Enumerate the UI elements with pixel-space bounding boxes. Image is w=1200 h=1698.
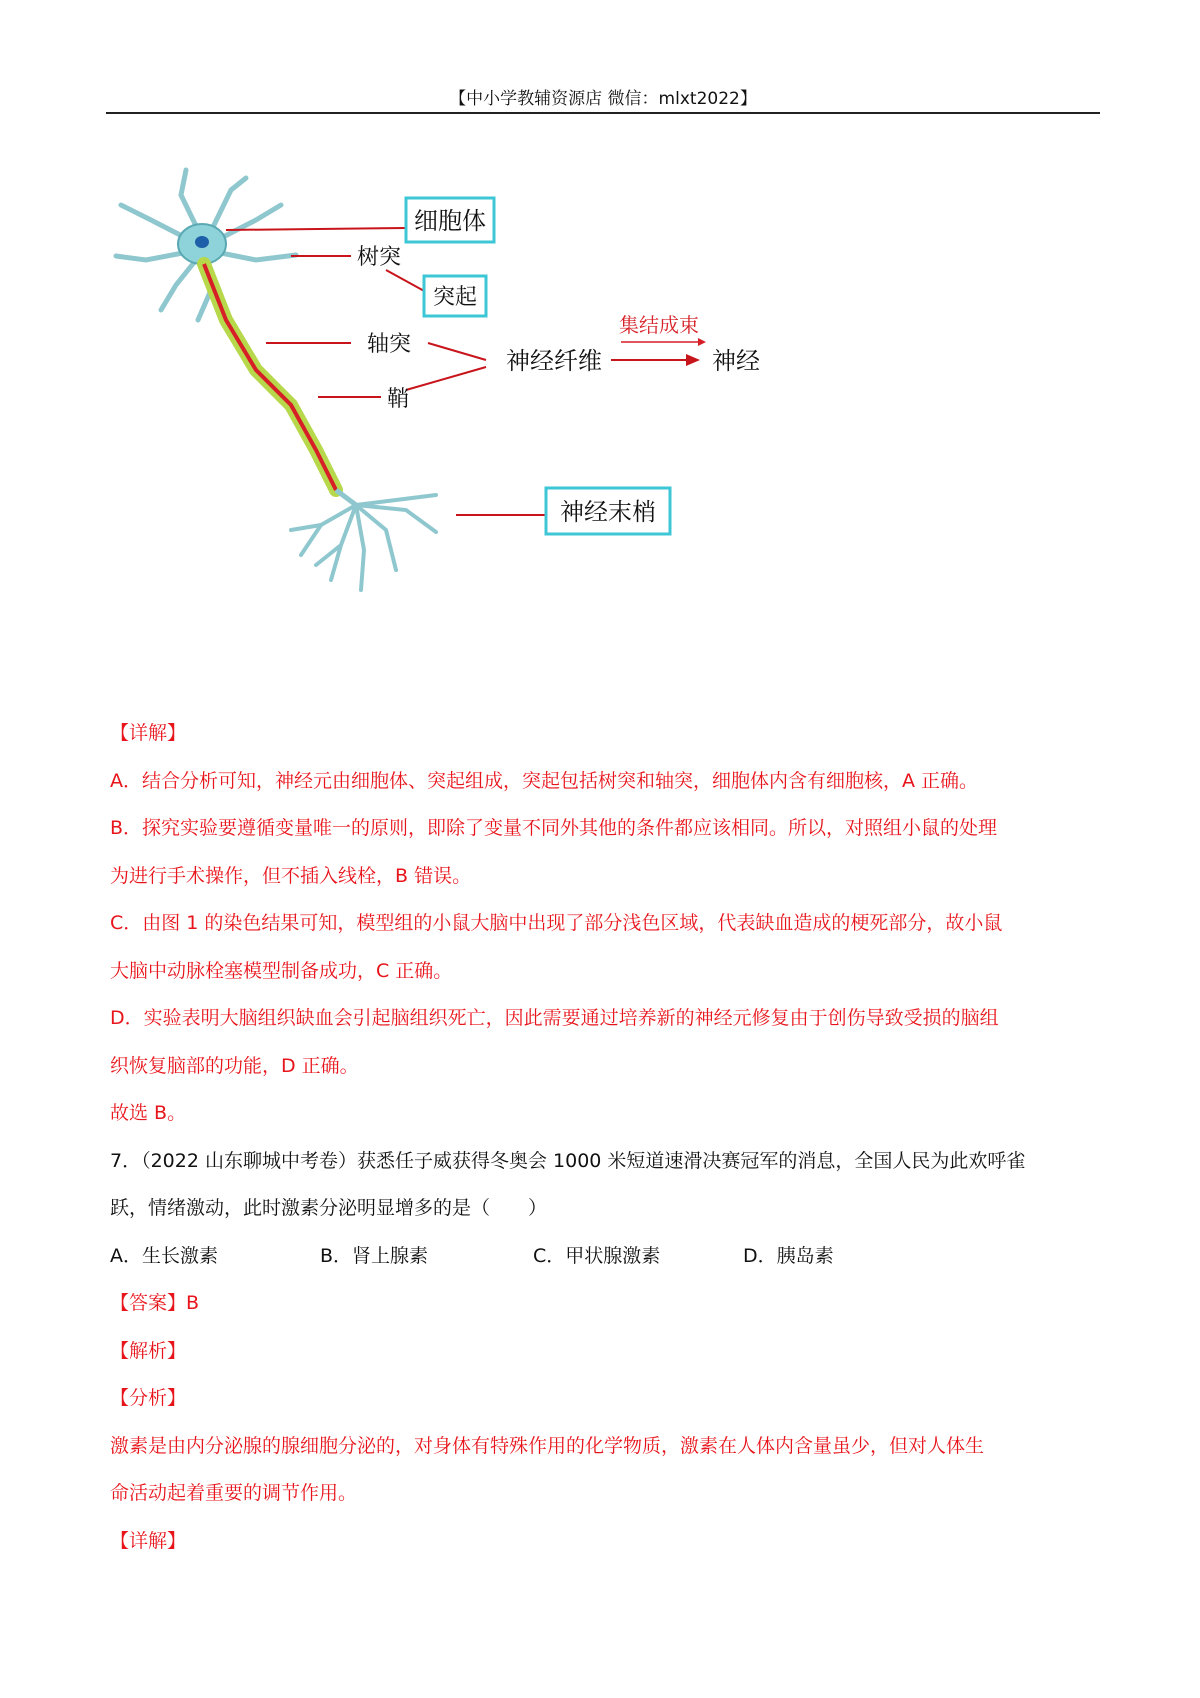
analysis-line1: 激素是由内分泌腺的腺细胞分泌的，对身体有特殊作用的化学物质，激素在人体内含量虽少，但对人体生 <box>110 1434 985 1457</box>
neuron-diagram-svg <box>106 160 866 630</box>
myelin-sheath <box>204 264 336 490</box>
process-label: 突起 <box>432 285 478 310</box>
terminal-branches <box>291 495 436 590</box>
bundle-label: 集结成束 <box>619 313 699 337</box>
nerve-fiber-label: 神经纤维 <box>506 347 602 375</box>
jiexi-heading: 【解析】 <box>110 1339 187 1362</box>
explanation-d-line1: D．实验表明大脑组织缺血会引起脑组织死亡，因此需要通过培养新的神经元修复由于创伤导致受损的脑组 <box>110 1007 999 1029</box>
analysis-line2: 命活动起着重要的调节作用。 <box>110 1482 358 1504</box>
explanation-b-line2: 为进行手术操作，但不插入线栓，B 错误。 <box>110 864 472 887</box>
header-divider <box>106 112 1100 114</box>
explanation-a: A．结合分析可知，神经元由细胞体、突起组成，突起包括树突和轴突，细胞体内含有细胞核，A 正确。 <box>110 769 979 792</box>
option-a: A．生长激素 <box>110 1244 218 1267</box>
nucleus <box>195 236 209 248</box>
axon-label: 轴突 <box>366 332 412 357</box>
explanation-choice: 故选 B。 <box>110 1102 187 1124</box>
explanation-heading: 【详解】 <box>110 722 187 744</box>
dendrite-label: 树突 <box>356 245 402 270</box>
question7-options <box>110 1233 1100 1281</box>
bundle-arrow-head <box>698 338 706 346</box>
explanation-c-line2: 大脑中动脉栓塞模型制备成功，C 正确。 <box>110 959 453 982</box>
answer-line <box>110 1280 1100 1328</box>
sheath-label: 鞘 <box>386 387 410 412</box>
axon-terminal-stem <box>336 490 356 505</box>
answer-value: B <box>186 1292 200 1314</box>
option-d: D．胰岛素 <box>743 1244 834 1267</box>
cell-body-label: 细胞体 <box>414 207 486 235</box>
explanation-c-line1: C．由图 1 的染色结果可知，模型组的小鼠大脑中出现了部分浅色区域，代表缺血造成的梗死部分，故小鼠 <box>110 912 1003 934</box>
fenxi-heading: 【分析】 <box>110 1387 187 1409</box>
arrow-head <box>686 354 700 366</box>
answer-label: 【答案】 <box>110 1292 187 1314</box>
nerve-ending-label: 神经末梢 <box>560 498 656 526</box>
nerve-label: 神经 <box>712 347 760 375</box>
question7-stem-line1: 7．（2022 山东聊城中考卷）获悉任子威获得冬奥会 1000 米短道速滑决赛冠军的消息，全国人民为此欢呼雀 <box>110 1149 1026 1172</box>
document-body <box>110 710 1100 1565</box>
option-b: B．肾上腺素 <box>320 1244 429 1267</box>
xiangjie-heading: 【详解】 <box>110 1529 187 1552</box>
option-c: C．甲状腺激素 <box>533 1244 661 1267</box>
explanation-d-line2: 织恢复脑部的功能，D 正确。 <box>110 1054 359 1077</box>
page-header: 【中小学教辅资源店 微信：mlxt2022】 <box>449 89 757 109</box>
leader-lines <box>226 228 686 515</box>
neuron-diagram <box>106 160 866 630</box>
question7-stem-line2: 跃，情绪激动，此时激素分泌明显增多的是（ ） <box>110 1197 548 1219</box>
explanation-b-line1: B．探究实验要遵循变量唯一的原则，即除了变量不同外其他的条件都应该相同。所以，对照组小鼠的处理 <box>110 817 998 839</box>
